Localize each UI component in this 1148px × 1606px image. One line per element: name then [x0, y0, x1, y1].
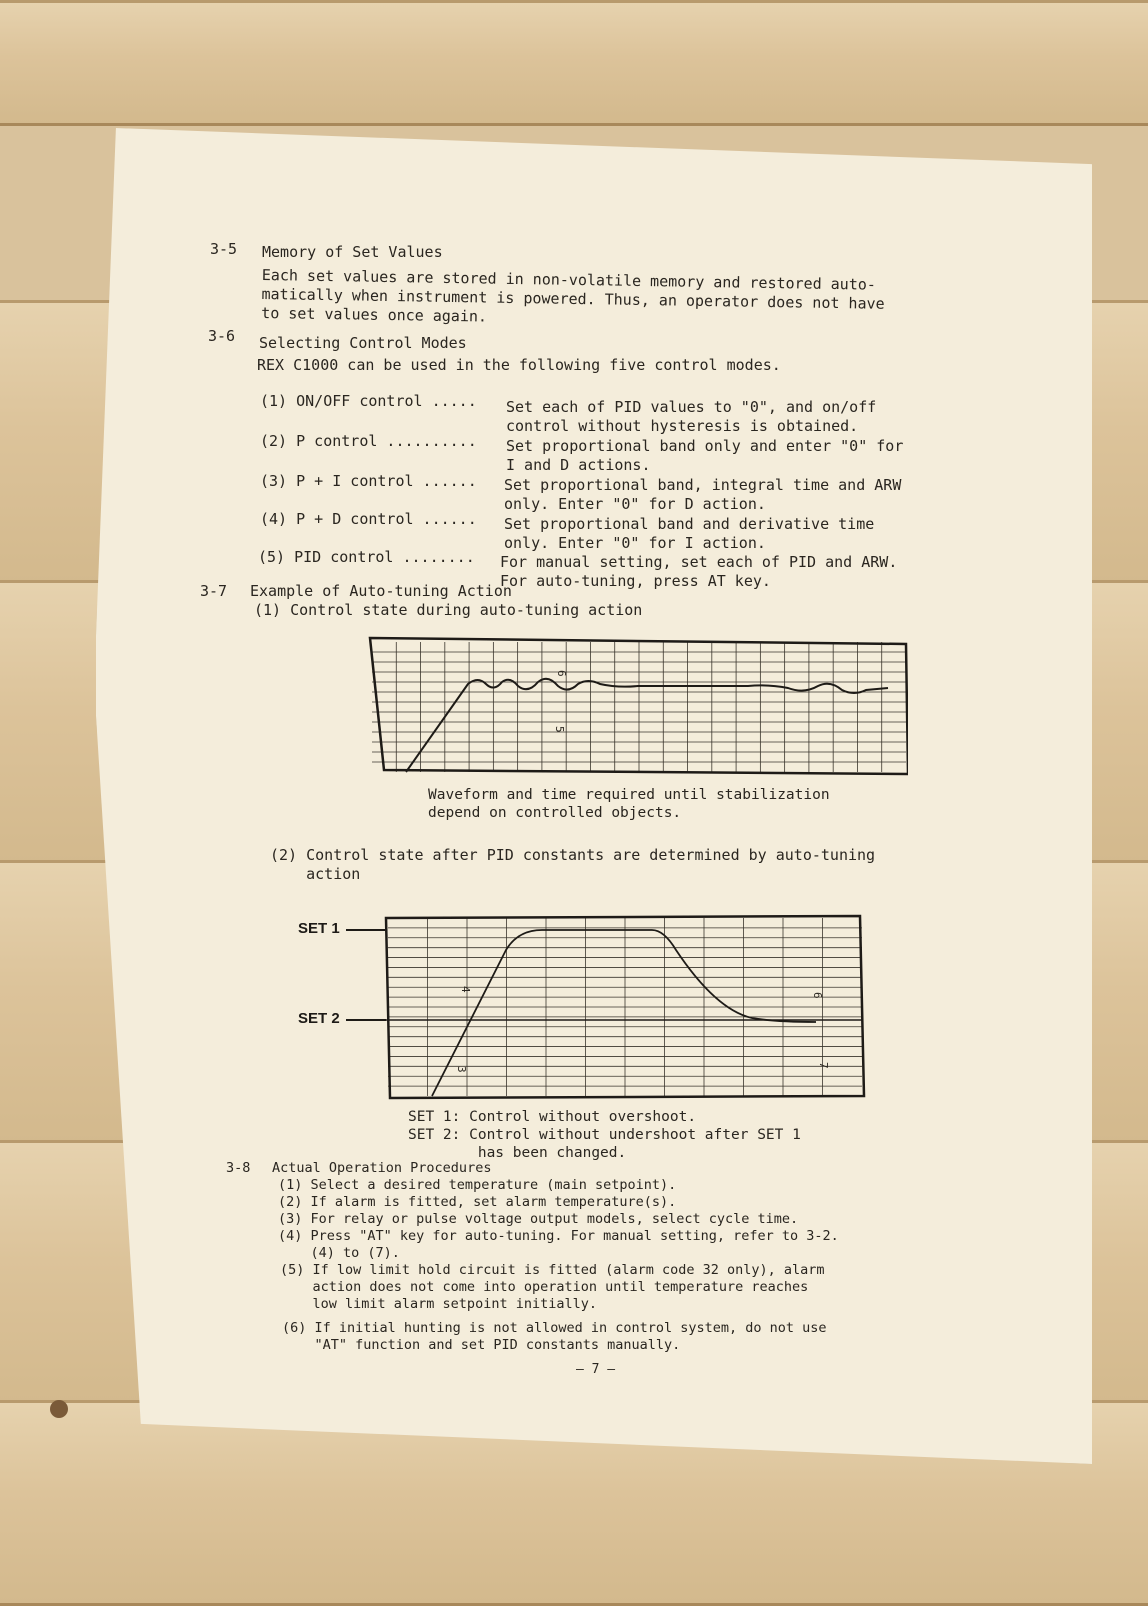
- section-3-6-intro: REX C1000 can be used in the following five control modes.: [257, 356, 781, 374]
- section-3-5-number: 3-5: [210, 240, 238, 258]
- page-number: — 7 —: [576, 1362, 616, 1377]
- set2-label: SET 2: [298, 1010, 340, 1027]
- section-3-6-number: 3-6: [208, 327, 236, 345]
- section-3-8-title: Actual Operation Procedures: [272, 1160, 492, 1176]
- step-1: (1) Select a desired temperature (main setpoint).: [278, 1177, 677, 1193]
- setpoint-response-curve: [432, 930, 816, 1096]
- chart-mark-4: 4: [459, 986, 472, 993]
- autotuning-waveform-chart: [368, 636, 908, 778]
- section-3-6-title: Selecting Control Modes: [259, 334, 467, 352]
- mode-3-label: (3) P + I control ......: [260, 472, 477, 490]
- chart-mark-6: 6: [811, 992, 824, 999]
- mode-4-label: (4) P + D control ......: [260, 510, 477, 528]
- chart-1-caption: Waveform and time required until stabilization depend on controlled objects.: [428, 787, 830, 821]
- step-5: (5) If low limit hold circuit is fitted (alarm code 32 only), alarm action does not come into operation until temperature reaches low limit alarm setpoint initially.: [280, 1262, 825, 1312]
- section-3-7-number: 3-7: [200, 582, 228, 600]
- section-3-7-sub2: (2) Control state after PID constants are determined by auto-tuning action: [270, 846, 876, 883]
- mode-3-desc: Set proportional band, integral time and ARW only. Enter "0" for D action.: [504, 476, 902, 513]
- mode-1-desc: Set each of PID values to "0", and on/off control without hysteresis is obtained.: [506, 398, 877, 435]
- chart-mark-5: 5: [553, 726, 566, 733]
- section-3-5-body: Each set values are stored in non-volatile memory and restored auto- matically when instrument is powered. Thus, an operator does not have to set values once again.: [261, 266, 885, 326]
- auto-tuning-curve: [406, 679, 888, 772]
- step-2: (2) If alarm is fitted, set alarm temperature(s).: [278, 1194, 677, 1210]
- mode-5-label: (5) PID control ........: [258, 548, 475, 566]
- section-3-8-number: 3-8: [226, 1160, 251, 1176]
- chart-2-caption: SET 1: Control without overshoot. SET 2: Control without undershoot after SET 1 has been changed.: [408, 1109, 801, 1161]
- section-3-7-sub1: (1) Control state during auto-tuning action: [254, 601, 643, 619]
- section-3-5-title: Memory of Set Values: [262, 243, 443, 261]
- step-3: (3) For relay or pulse voltage output models, select cycle time.: [278, 1211, 799, 1227]
- chart-mark-7: 7: [817, 1062, 830, 1069]
- mode-2-desc: Set proportional band only and enter "0" for I and D actions.: [506, 437, 904, 474]
- step-6: (6) If initial hunting is not allowed in control system, do not use "AT" function and set PID constants manually.: [282, 1320, 827, 1353]
- pid-result-chart: [346, 910, 906, 1100]
- chart-mark-6: 6: [555, 670, 568, 677]
- mode-5-desc: For manual setting, set each of PID and ARW. For auto-tuning, press AT key.: [500, 553, 898, 590]
- mode-4-desc: Set proportional band and derivative time only. Enter "0" for I action.: [504, 515, 875, 552]
- mode-1-label: (1) ON/OFF control .....: [260, 392, 477, 410]
- mode-2-label: (2) P control ..........: [260, 432, 477, 450]
- section-3-7-title: Example of Auto-tuning Action: [250, 582, 512, 600]
- set1-label: SET 1: [298, 920, 340, 937]
- chart-mark-3: 3: [455, 1066, 468, 1073]
- step-4: (4) Press "AT" key for auto-tuning. For manual setting, refer to 3-2. (4) to (7).: [278, 1228, 839, 1261]
